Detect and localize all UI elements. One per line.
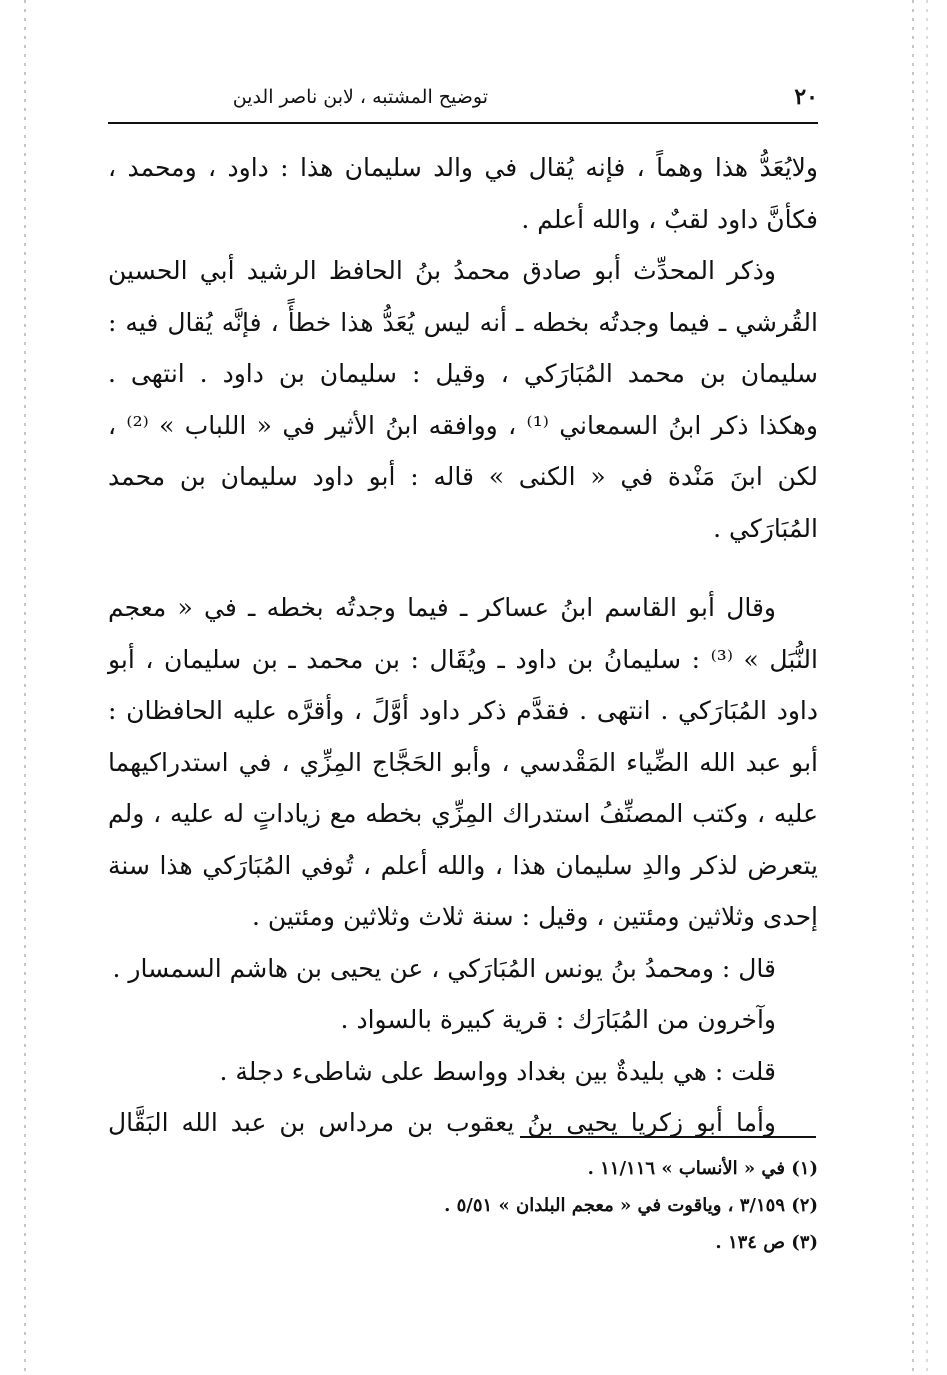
text-line: وهكذا ذكر ابنُ السمعاني ⁽¹⁾ ، ووافقه ابنُ الأثير في « اللباب » ⁽²⁾ ، [108,410,819,440]
page-number: ٢٠ [794,84,818,110]
text-line: وذكر المحدِّث أبو صادق محمدُ بنُ الحافظ الرشيد أبي الحسين [108,256,776,285]
text-line: أبو عبد الله الضِّياء المَقْدسي ، وأبو الحَجَّاج المِزِّي ، في استدراكيهما [108,747,818,777]
text-line: وآخرون من المُبَارَك : قرية كبيرة بالسواد . [340,1005,776,1034]
header-divider [108,122,818,124]
main-text [108,142,818,1149]
text-line: عليه ، وكتب المصنِّفُ استدراك المِزِّي بخطه مع زياداتٍ له عليه ، ولم [108,799,818,828]
text-line: ولايُعَدُّ هذا وهماً ، فإنه يُقال في والد سليمان هذا : داود ، ومحمد ، [108,153,818,182]
scan-edge-right [912,0,914,1375]
text-line: المُبَارَكي . [713,513,818,543]
text-line: داود المُبَارَكي . انتهى . فقدَّم ذكر داود أوَّلً ، وأقرَّه عليه الحافظان : [108,696,818,725]
footnote-1: (١) في « الأنساب » ١١/١١٦ . [587,1158,818,1179]
scan-edge-left [24,0,26,1375]
scan-edge-right-outer [926,0,928,1375]
footnotes [108,1150,818,1261]
text-line: وقال أبو القاسم ابنُ عساكر ـ فيما وجدتُه بخطه ـ في « معجم [108,593,776,622]
running-title: توضيح المشتبه ، لابن ناصر الدين [232,86,488,108]
paragraph-gap [108,554,818,582]
footnote-3: (٣) ص ١٣٤ . [715,1232,818,1253]
text-line: لكن ابنَ مَنْدة في « الكنى » قاله : أبو داود سليمان بن محمد [108,462,818,491]
footnote-2: (٢) ٣/١٥٩ ، وياقوت في « معجم البلدان » ٥/٥١ . [444,1195,818,1216]
running-header [108,80,818,120]
text-line: يتعرض لذكر والدِ سليمان هذا ، والله أعلم ، تُوفي المُبَارَكي هذا سنة [108,850,818,880]
text-line: القُرشي ـ فيما وجدتُه بخطه ـ أنه ليس يُعَدُّ هذا خطأً ، فإنَّه يُقال فيه : [108,307,818,337]
text-line: فكأنَّ داود لقبٌ ، والله أعلم . [521,204,818,234]
text-line: قلت : هي بليدةٌ بين بغداد وواسط على شاطىء دجلة . [219,1056,776,1086]
text-line: قال : ومحمدُ بنُ يونس المُبَارَكي ، عن يحيى بن هاشم السمسار . [112,953,776,983]
text-line: النُّبَل » ⁽³⁾ : سليمانُ بن داود ـ ويُقَال : بن محمد ـ بن سليمان ، أبو [108,644,818,674]
footnote-divider [520,1136,816,1138]
text-line: وأما أبو زكريا يحيى بنُ يعقوب بن مرداس بن عبد الله البَقَّال [108,1108,776,1137]
text-line: سليمان بن محمد المُبَارَكي ، وقيل : سليمان بن داود . انتهى . [108,359,818,388]
text-line: إحدى وثلاثين ومئتين ، وقيل : سنة ثلاث وثلاثين ومئتين . [251,902,818,931]
